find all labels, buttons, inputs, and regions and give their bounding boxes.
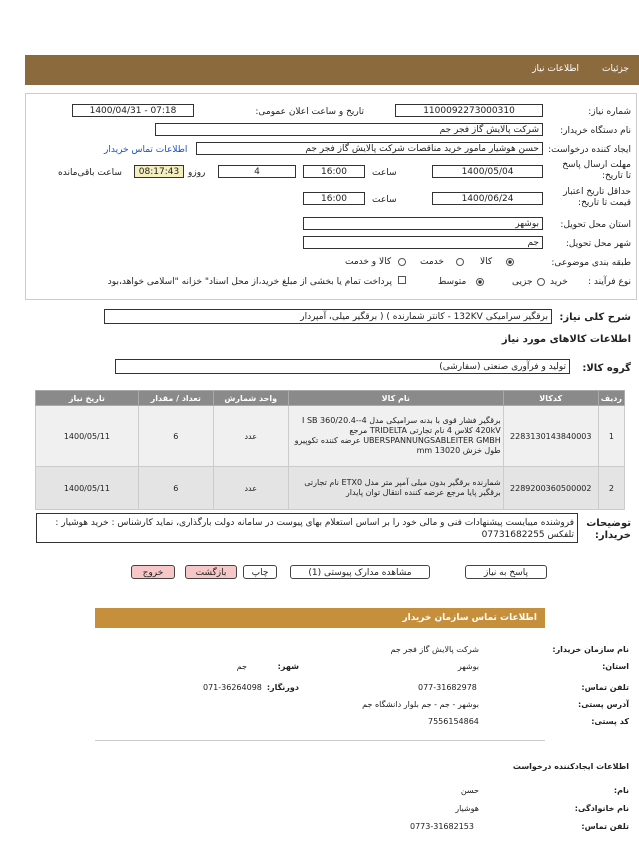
- category-service-radio[interactable]: [456, 258, 464, 266]
- days-label: روزو: [188, 168, 206, 178]
- goods-info-title: اطلاعات کالاهای مورد نیاز: [501, 334, 631, 345]
- divider: [95, 740, 545, 741]
- goods-table: [35, 390, 625, 510]
- buyer-contact-link[interactable]: اطلاعات تماس خریدار: [104, 145, 188, 155]
- creator-info-title: اطلاعات ایجادکننده درخواست: [512, 762, 629, 771]
- contact-city-label: شهر:: [277, 662, 299, 671]
- contact-province-label: استان:: [602, 662, 629, 671]
- creator-phone: 0773-31682153: [410, 822, 474, 831]
- cell-unit: عدد: [213, 406, 288, 467]
- contact-postal: 7556154864: [428, 717, 479, 726]
- process-buy-label: خرید: [550, 277, 568, 287]
- process-label: نوع فرآیند :: [588, 277, 631, 287]
- category-goods-service-radio[interactable]: [398, 258, 406, 266]
- province-field: بوشهر: [303, 217, 543, 230]
- col-code: کدکالا: [503, 391, 598, 406]
- province-label: استان محل تحویل:: [560, 220, 631, 230]
- city-field: جم: [303, 236, 543, 249]
- cell-name: شمارنده برقگیر بدون میلی آمپر متر مدل ETX0 نام تجارتی برقگیر پایا مرجع عرضه کننده انتقال توان پایدار: [288, 467, 503, 510]
- col-qty: تعداد / مقدار: [138, 391, 213, 406]
- cell-qty: 6: [138, 467, 213, 510]
- view-attachments-button[interactable]: مشاهده مدارک پیوستی (1): [290, 565, 430, 579]
- contact-city: جم: [236, 662, 247, 671]
- need-number-field: 1100092273000310: [395, 104, 543, 117]
- creator-last-name-label: نام خانوادگی:: [574, 804, 629, 813]
- announce-date-label: تاریخ و ساعت اعلان عمومی:: [255, 107, 364, 117]
- contact-postal-label: کد پستی:: [591, 717, 629, 726]
- group-field: تولید و فرآوری صنعتی (سفارشی): [115, 359, 570, 374]
- contact-header: اطلاعات تماس سازمان خریدار: [95, 608, 545, 628]
- cell-qty: 6: [138, 406, 213, 467]
- buyer-notes-label: توضیحات خریدار:: [586, 518, 631, 541]
- deadline-time-label: ساعت: [372, 168, 397, 178]
- creator-label: ایجاد کننده درخواست:: [548, 145, 631, 155]
- creator-first-name-label: نام:: [613, 786, 629, 795]
- deadline-date-field: 1400/05/04: [432, 165, 543, 178]
- creator-last-name: هوشیار: [455, 804, 479, 813]
- contact-phone-label: تلفن تماس:: [581, 683, 629, 692]
- col-row: ردیف: [598, 391, 624, 406]
- validity-label: حداقل تاریخ اعتبار قیمت تا تاریخ:: [563, 187, 631, 208]
- summary-field: برقگیر سرامیکی 132KV - کانتر شمارنده ) ( برقگیر میلی، آمپردار: [104, 309, 552, 324]
- remaining-label: ساعت باقی‌مانده: [58, 168, 122, 178]
- col-name: نام کالا: [288, 391, 503, 406]
- col-date: تاریخ نیاز: [36, 391, 139, 406]
- cell-name: برقگیر فشار قوی با بدنه سرامیکی مدل 4-I SB 360/20.4-420kV کلاس 4 نام تجارتی TRIDELTA مرجع UBERSPANNUNGSABLEITER GMBH عرضه کننده تکوپیرو طول خزش 13020 mm: [288, 406, 503, 467]
- summary-label: شرح کلی نیاز:: [559, 312, 631, 323]
- treasury-payment-checkbox[interactable]: [398, 276, 406, 284]
- buyer-org-label: نام دستگاه خریدار:: [560, 126, 631, 136]
- category-goods-service-label: کالا و خدمت: [345, 257, 392, 267]
- buyer-org-field: شرکت پالایش گاز فجر جم: [155, 123, 543, 136]
- col-unit: واحد شمارش: [213, 391, 288, 406]
- creator-first-name: حسن: [460, 786, 479, 795]
- announce-date-field: 1400/04/31 - 07:18: [72, 104, 194, 117]
- cell-unit: عدد: [213, 467, 288, 510]
- buyer-notes-field: فروشنده میبایست پیشنهادات فنی و مالی خود را بر اساس استعلام بهای پیوست در سامانه دولت بارگذاری، نماید کارشناس : خرید هوشیار : تلفکس 07731682255: [36, 513, 578, 543]
- top-nav-bar: [25, 55, 639, 85]
- remaining-time-field: 08:17:43: [134, 165, 184, 178]
- contact-buyer-name: شرکت پالایش گاز فجر جم: [390, 645, 479, 654]
- back-button[interactable]: بازگشت: [185, 565, 237, 579]
- contact-phone: 077-31682978: [418, 683, 477, 692]
- contact-buyer-name-label: نام سازمان خریدار:: [552, 645, 629, 654]
- table-row: [36, 467, 625, 510]
- process-partial-label: جزیی: [512, 277, 533, 287]
- deadline-time-field: 16:00: [303, 165, 365, 178]
- category-goods-label: کالا: [480, 257, 493, 267]
- city-label: شهر محل تحویل:: [565, 239, 631, 249]
- reply-button[interactable]: پاسخ به نیاز: [465, 565, 547, 579]
- contact-province: بوشهر: [457, 662, 479, 671]
- exit-button[interactable]: خروج: [131, 565, 175, 579]
- category-goods-radio[interactable]: [506, 258, 514, 266]
- process-medium-radio[interactable]: [476, 278, 484, 286]
- cell-code: 2289200360500002: [503, 467, 598, 510]
- category-service-label: خدمت: [420, 257, 444, 267]
- tab-need-info[interactable]: اطلاعات نیاز: [532, 64, 579, 74]
- validity-date-field: 1400/06/24: [432, 192, 543, 205]
- contact-address: بوشهر - جم - جم بلوار دانشگاه جم: [362, 700, 479, 709]
- cell-row: 2: [598, 467, 624, 510]
- contact-fax: 071-36264098: [203, 683, 262, 692]
- cell-code: 2283130143840003: [503, 406, 598, 467]
- deadline-label: مهلت ارسال پاسخ تا تاریخ:: [562, 160, 631, 181]
- table-row: [36, 406, 625, 467]
- validity-time-label: ساعت: [372, 195, 397, 205]
- cell-row: 1: [598, 406, 624, 467]
- need-number-label: شماره نیاز:: [588, 107, 631, 117]
- days-field: 4: [218, 165, 296, 178]
- process-medium-label: متوسط: [438, 277, 467, 287]
- validity-time-field: 16:00: [303, 192, 365, 205]
- creator-field: حسن هوشیار مامور خرید مناقصات شرکت پالایش گاز فجر جم: [196, 142, 543, 155]
- cell-date: 1400/05/11: [36, 406, 139, 467]
- process-partial-radio[interactable]: [537, 278, 545, 286]
- contact-address-label: آدرس پستی:: [578, 700, 629, 709]
- group-label: گروه کالا:: [582, 363, 631, 374]
- contact-fax-label: دورنگار:: [266, 683, 299, 692]
- cell-date: 1400/05/11: [36, 467, 139, 510]
- category-label: طبقه بندی موضوعی:: [551, 258, 631, 268]
- tab-details[interactable]: جزئیات: [602, 64, 629, 74]
- treasury-payment-note: پرداخت تمام یا بخشی از مبلغ خرید،از محل اسناد" خزانه "اسلامی خواهد،بود: [107, 277, 392, 287]
- creator-phone-label: تلفن تماس:: [581, 822, 629, 831]
- print-button[interactable]: چاپ: [243, 565, 277, 579]
